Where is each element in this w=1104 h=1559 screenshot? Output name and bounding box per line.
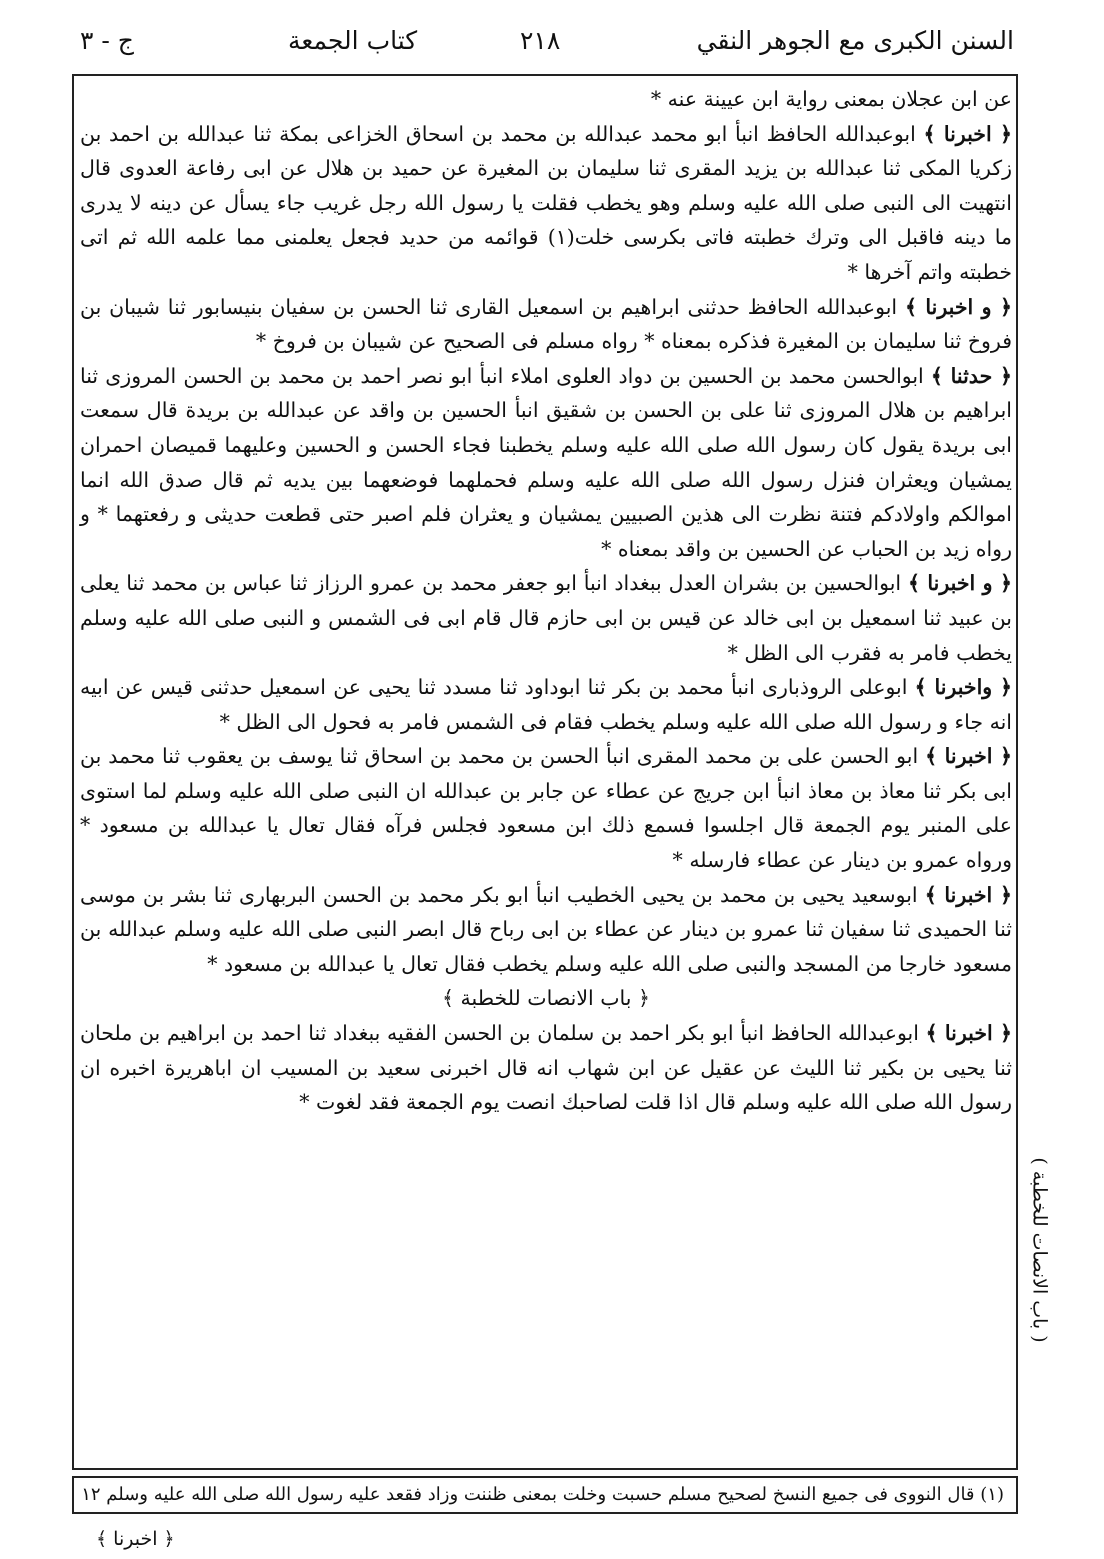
paragraph-lead: ﴿ اخبرنا ﴾ [925, 1021, 1012, 1046]
paragraph-text: ابو الحسن على بن محمد المقرى انبأ الحسن بن محمد بن اسحاق ثنا يوسف بن يعقوب ثنا محمد بن ابى بكر ثنا معاذ بن معاذ انبأ ابن جريج عن عطاء عن جابر بن عبدالله ان النبى صلى الله عليه وسلم لما استوى على المنبر يوم الجمعة قال اجلسوا فسمع ذلك ابن مسعود فجلس فرآه فقال تعال يا عبدالله بن مسعود * ورواه عمرو بن دينار عن عطاء فارسله * [80, 744, 1012, 873]
footnote-text: (١) قال النووى فى جميع النسخ لصحيح مسلم حسبت وخلت بمعنى ظننت وزاد فقعد عليه رسول الله صلى الله عليه وسلم ١٢ [81, 1484, 1004, 1505]
paragraph-text: عن ابن عجلان بمعنى رواية ابن عيينة عنه * [650, 87, 1012, 111]
paragraph-text: ابوالحسين بن بشران العدل ببغداد انبأ ابو جعفر محمد بن عمرو الرزاز ثنا عباس بن محمد ثنا يعلى بن عبيد ثنا اسمعيل بن ابى خالد عن قيس بن ابى حازم قال قام ابى فى الشمس و النبى صلى الله عليه وسلم يخطب فامر به فقرب الى الظل * [80, 571, 1012, 665]
section-heading: ﴿ باب الانصات للخطبة ﴾ [441, 986, 650, 1011]
paragraph [80, 878, 1012, 982]
page-number: ٢١٨ [520, 26, 561, 55]
margin-note-text: ( باب الانصات للخطبة ) [1029, 1157, 1052, 1343]
paragraph-lead: ﴿ واخبرنا ﴾ [914, 675, 1012, 700]
paragraph-lead: ﴿ و اخبرنا ﴾ [907, 571, 1012, 596]
paragraph-text: ابوعلى الروذبارى انبأ محمد بن بكر ثنا ابوداود ثنا مسدد ثنا يحيى عن اسمعيل حدثنى قيس عن ابيه انه جاء و رسول الله صلى الله عليه وسلم يخطب فقام فى الشمس فامر به فحول الى الظل * [80, 675, 1012, 734]
paragraph [80, 290, 1012, 359]
paragraph-text: ابوعبدالله الحافظ انبأ ابو محمد عبدالله بن محمد بن اسحاق الخزاعى بمكة ثنا عبدالله بن احمد بن زكريا المكى ثنا عبدالله بن يزيد المقرى ثنا سليمان بن المغيرة عن حميد بن هلال عن ابى رفاعة العدوى قال انتهيت الى النبى صلى الله عليه وسلم وهو يخطب فقلت يا رسول الله رجل غريب جاء يسأل عن دينه لا يدرى ما دينه فاقبل الى وترك خطبته فاتى بكرسى خلت(١) قوائمه من حديد فجعل يعلمنى مما علمه الله ثم اتى خطبته واتم آخرها * [80, 121, 1012, 284]
paragraph [80, 82, 1012, 117]
header-book: كتاب الجمعة [288, 26, 418, 55]
paragraph [80, 359, 1012, 567]
footnote [72, 1476, 1018, 1514]
paragraph [80, 117, 1012, 290]
paragraph-text: ابوعبدالله الحافظ انبأ ابو بكر احمد بن سلمان بن الحسن الفقيه ببغداد ثنا احمد بن ابراهيم بن ملحان ثنا يحيى بن بكير ثنا الليث عن عقيل عن ابن شهاب انه قال اخبرنى سعيد بن المسيب ان اباهريرة اخبره ان رسول الله صلى الله عليه وسلم قال اذا قلت لصاحبك انصت يوم الجمعة فقد لغوت * [80, 1021, 1012, 1115]
header-volume: ج - ٣ [80, 26, 134, 55]
paragraph-lead: ﴿ و اخبرنا ﴾ [904, 294, 1012, 319]
running-header [70, 18, 1014, 68]
paragraph-text: ابوسعيد يحيى بن محمد بن يحيى الخطيب انبأ ابو بكر محمد بن الحسن البربهارى ثنا بشر بن موسى ثنا الحميدى ثنا سفيان ثنا عمرو بن دينار عن عطاء بن ابى رباح قال ابصر النبى صلى الله عليه وسلم عبدالله بن مسعود خارجا من المسجد والنبى صلى الله عليه وسلم يخطب فقال تعال يا عبدالله بن مسعود * [80, 882, 1012, 976]
paragraph-lead: ﴿ اخبرنا ﴾ [923, 121, 1012, 146]
paragraph [80, 670, 1012, 739]
paragraph-text: ابوالحسن محمد بن الحسين بن دواد العلوى املاء انبأ ابو نصر احمد بن محمد بن الحسن المروزى ثنا ابراهيم بن هلال المروزى ثنا على بن الحسن بن شقيق انبأ الحسين بن واقد عن عبدالله بن بريدة قال سمعت ابى بريدة يقول كان رسول الله صلى الله عليه وسلم يخطبنا فجاء الحسن و الحسين وعليهما قميصان احمران يمشيان ويعثران فنزل رسول الله صلى الله عليه وسلم فحملهما فوضعهما بين يديه ثم قال صدق الله انما اموالكم واولادكم فتنة نظرت الى هذين الصبيين يمشيان و يعثران فلم اصبر حتى قطعت حديثى و رفعتهما * و رواه زيد بن الحباب عن الحسين بن واقد بمعناه * [80, 363, 1012, 561]
main-text [80, 82, 1012, 1120]
paragraph [80, 566, 1012, 670]
header-title: السنن الكبرى مع الجوهر النقي [696, 26, 1014, 55]
catchword: ﴿ اخبرنا ﴾ [96, 1528, 175, 1550]
paragraph [80, 1016, 1012, 1120]
margin-note [1020, 1130, 1060, 1370]
paragraph-lead: ﴿ اخبرنا ﴾ [924, 882, 1012, 907]
paragraph [80, 739, 1012, 877]
paragraph-text: ابوعبدالله الحافظ حدثنى ابراهيم بن اسمعيل القارى ثنا الحسن بن سفيان بنيسابور ثنا شيبان بن فروخ ثنا سليمان بن المغيرة فذكره بمعناه * رواه مسلم فى الصحيح عن شيبان بن فروخ * [80, 294, 1012, 354]
paragraph-lead: ﴿ اخبرنا ﴾ [925, 744, 1012, 769]
paragraph-lead: ﴿ حدثنا ﴾ [930, 363, 1012, 388]
